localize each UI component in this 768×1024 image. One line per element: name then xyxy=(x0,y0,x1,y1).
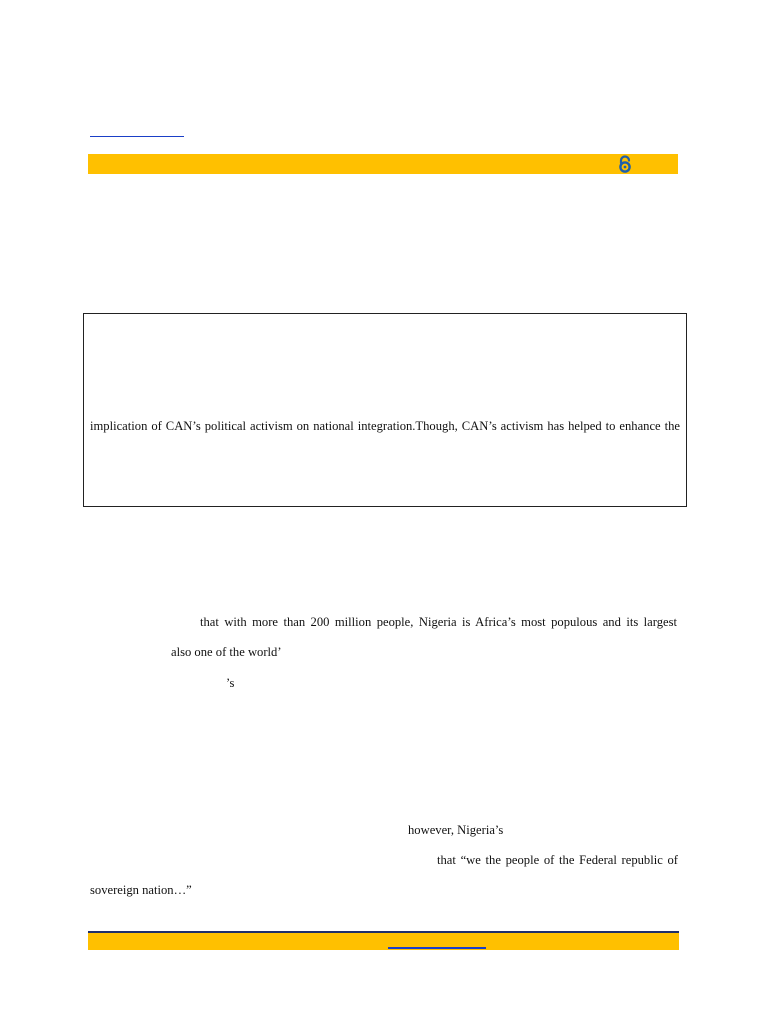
open-access-icon xyxy=(616,155,634,173)
body-text-line: also one of the world’ xyxy=(171,645,282,659)
footer-hyperlink-underline[interactable] xyxy=(388,947,486,949)
journal-header-band xyxy=(88,154,678,174)
top-hyperlink-underline[interactable] xyxy=(90,136,184,137)
body-text-line: ’s xyxy=(226,676,235,690)
body-text-line: sovereign nation…” xyxy=(90,883,192,897)
body-text-line: however, Nigeria’s xyxy=(408,823,504,837)
journal-footer-band xyxy=(88,931,679,950)
body-text-line: that “we the people of the Federal republic of xyxy=(437,853,678,867)
body-text-line: that with more than 200 million people, Nigeria is Africa’s most populous and its largest xyxy=(200,615,677,629)
abstract-box xyxy=(83,313,687,507)
abstract-text-line: implication of CAN’s political activism on national integration.Though, CAN’s activism has helped to enhance the xyxy=(90,419,680,433)
